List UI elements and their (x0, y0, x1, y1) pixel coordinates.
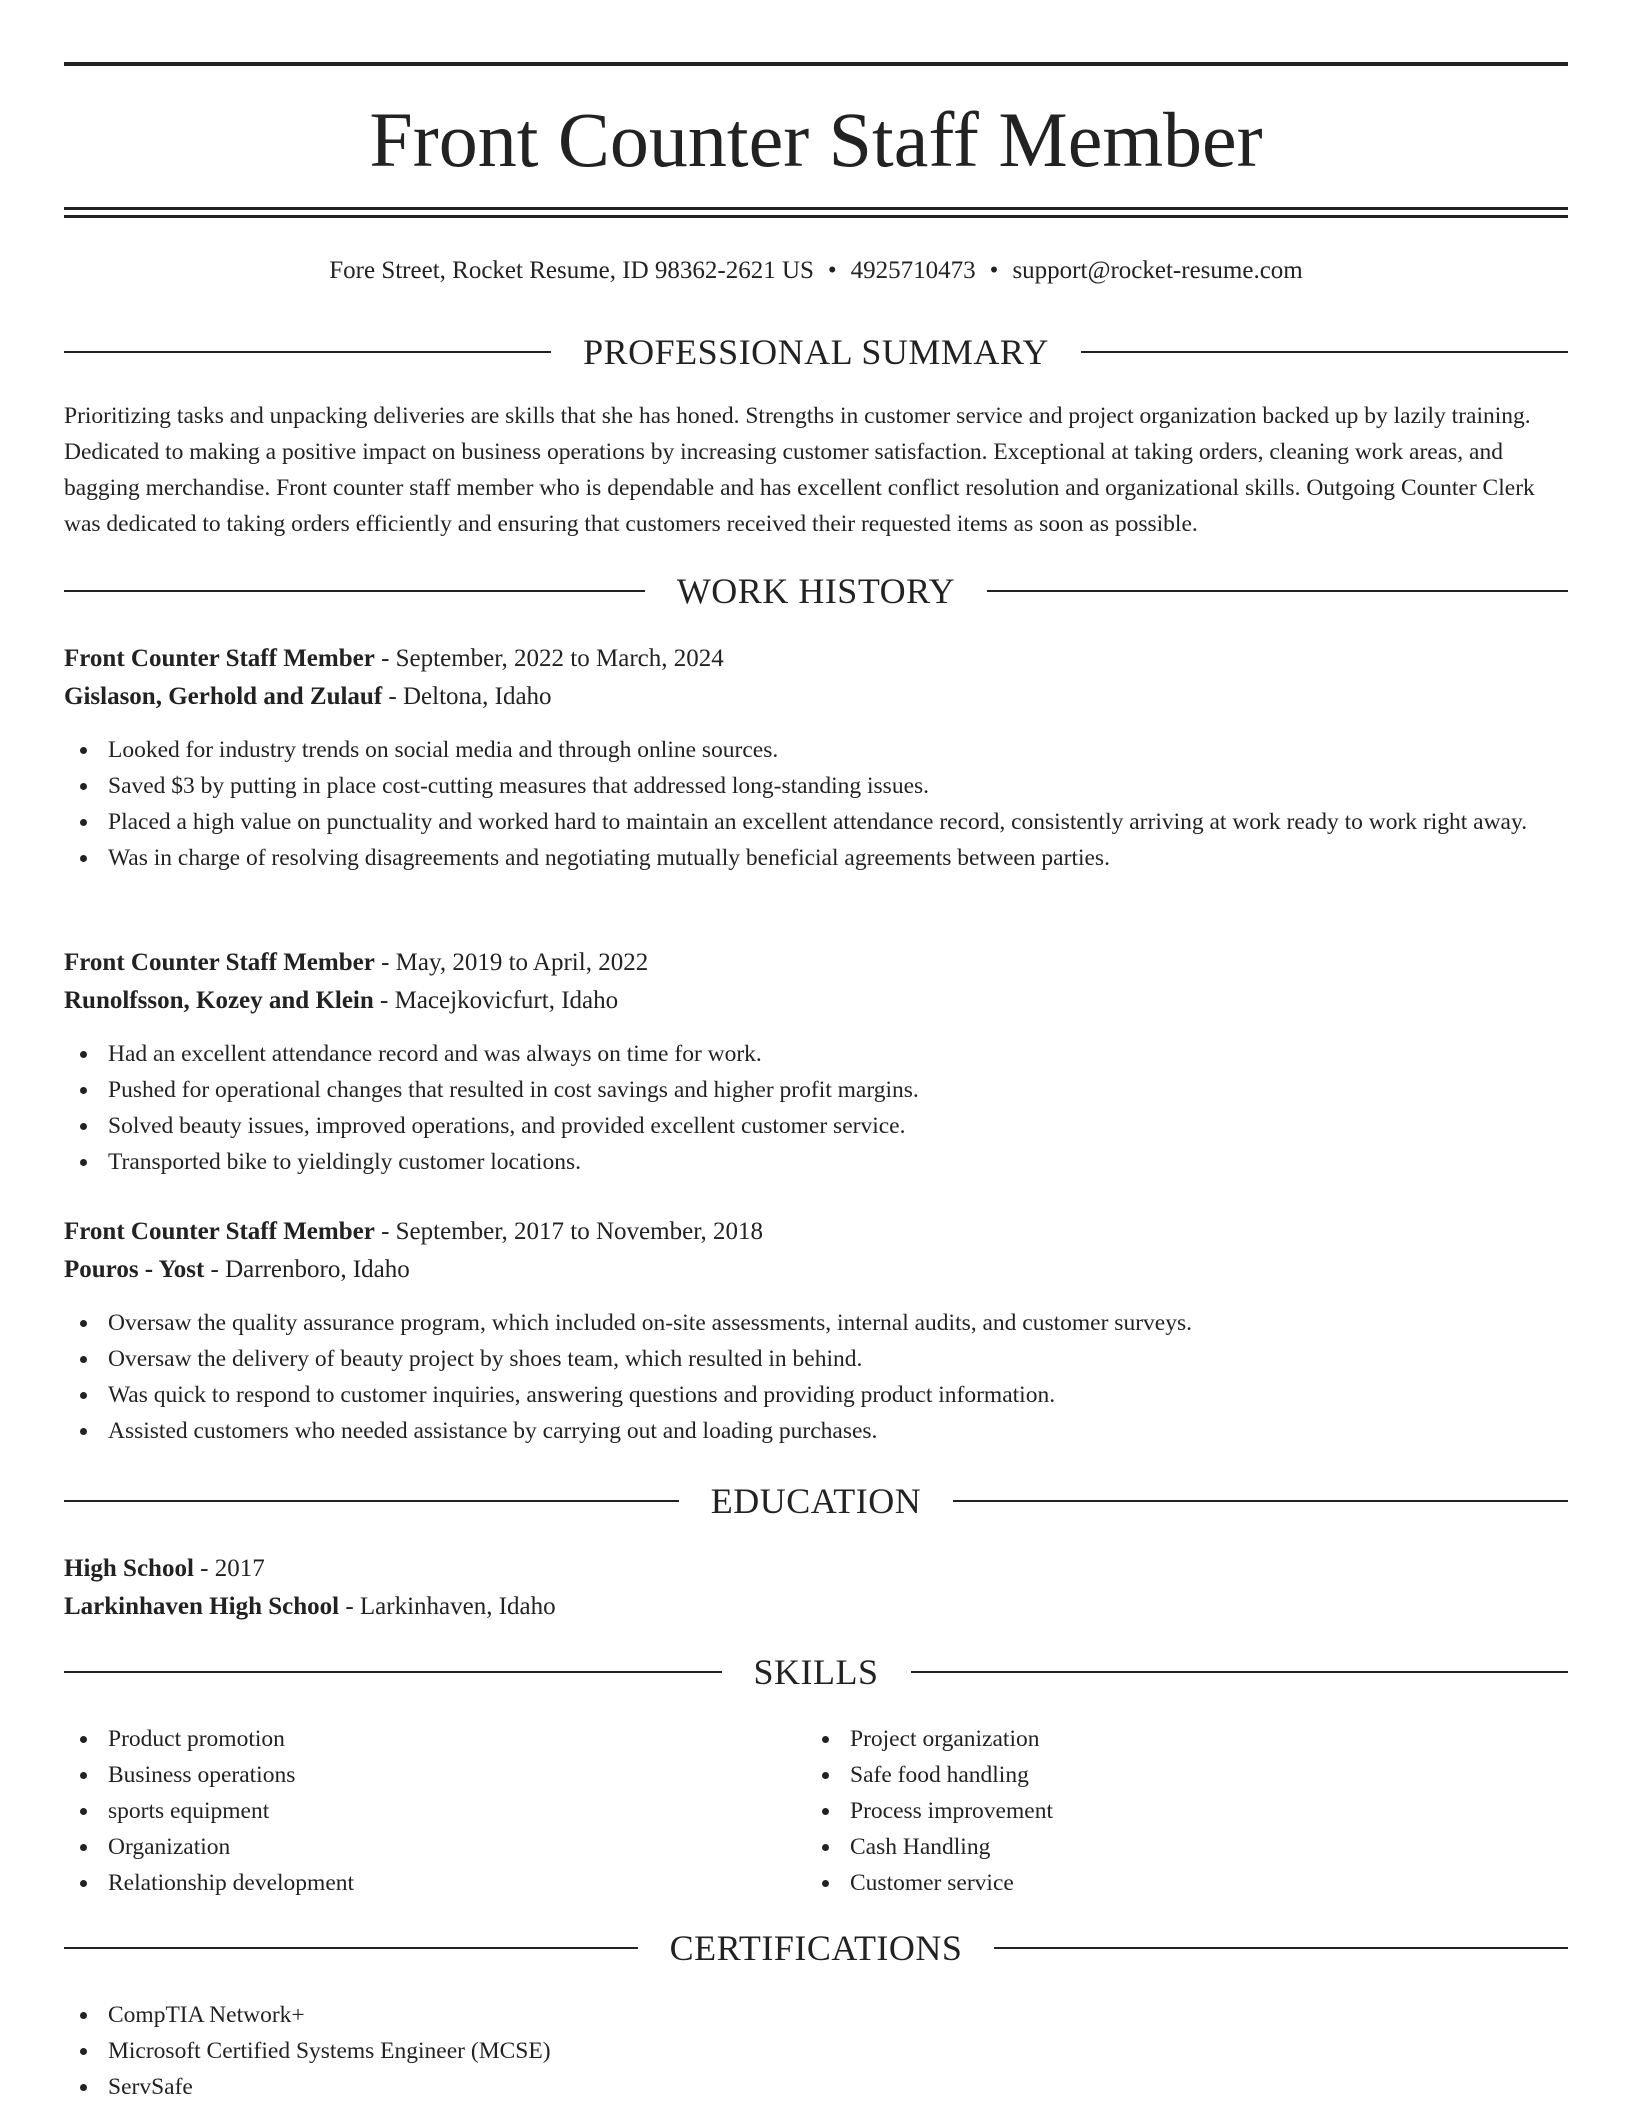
heading-rule (64, 351, 551, 353)
heading-rule (911, 1671, 1569, 1673)
skill-item: Organization (64, 1829, 764, 1865)
section-heading-work-history (64, 569, 1568, 613)
job-company-line (64, 982, 1568, 1020)
job-company-line (64, 1251, 1568, 1289)
section-title: CERTIFICATIONS (669, 1928, 963, 1968)
job-bullets (64, 1036, 1568, 1180)
education-year: - 2017 (193, 1555, 265, 1582)
skill-item: Product promotion (64, 1721, 764, 1757)
section-title: PROFESSIONAL SUMMARY (583, 332, 1049, 372)
job-bullet: Assisted customers who needed assistance by carrying out and loading purchases. (64, 1413, 1568, 1449)
job-company: Gislason, Gerhold and Zulauf (64, 683, 383, 710)
candidate-name: Front Counter Staff Member (369, 96, 1263, 183)
contact-line (64, 254, 1568, 288)
heading-rule (64, 1500, 679, 1502)
heading-rule (987, 590, 1568, 592)
job-bullets (64, 732, 1568, 876)
job-title-line (64, 944, 1568, 982)
section-title: EDUCATION (710, 1481, 922, 1521)
job-bullet: Saved $3 by putting in place cost-cutting measures that addressed long-standing issues. (64, 768, 1568, 804)
job-company: Runolfsson, Kozey and Klein (64, 987, 374, 1014)
education-degree-line (64, 1550, 1568, 1588)
job-bullet: Looked for industry trends on social media and through online sources. (64, 732, 1568, 768)
heading-rule (953, 1500, 1568, 1502)
top-rule (64, 62, 1568, 66)
job-title-line (64, 640, 1568, 678)
job-title: Front Counter Staff Member (64, 645, 375, 672)
section-title: SKILLS (753, 1652, 879, 1692)
education-degree: High School (64, 1555, 194, 1582)
summary-text: Prioritizing tasks and unpacking deliveries are skills that she has honed. Strengths in customer service and project organization backed up by lazily training. Dedicated to making a positive impact on business operations by increasing customer satisfaction. Exceptional at taking orders, cleaning work areas, and bagging merchandise. Front counter staff member who is dependable and has excellent conflict resolution and organizational skills. Outgoing Counter Clerk was dedicated to taking orders efficiently and ensuring that customers received their requested items as soon as possible. (64, 403, 1535, 537)
job-dates: - September, 2017 to November, 2018 (374, 1218, 764, 1245)
certifications-list (64, 1997, 1568, 2105)
job-title-line (64, 1213, 1568, 1251)
skill-item: Cash Handling (806, 1829, 1506, 1865)
job-entry (64, 640, 1568, 876)
section-heading-skills (64, 1650, 1568, 1694)
certification-item: CompTIA Network+ (64, 1997, 1568, 2033)
skill-item: Process improvement (806, 1793, 1506, 1829)
job-bullet: Was quick to respond to customer inquiries, answering questions and providing product information. (64, 1377, 1568, 1413)
job-bullet: Oversaw the delivery of beauty project by shoes team, which resulted in behind. (64, 1341, 1568, 1377)
section-heading-education (64, 1479, 1568, 1523)
job-location: - Deltona, Idaho (382, 683, 552, 710)
education-location: - Larkinhaven, Idaho (339, 1593, 556, 1620)
job-dates: - May, 2019 to April, 2022 (374, 949, 649, 976)
heading-rule (1081, 351, 1568, 353)
job-bullet: Oversaw the quality assurance program, which included on-site assessments, internal audits, and customer surveys. (64, 1305, 1568, 1341)
job-location: - Darrenboro, Idaho (204, 1256, 410, 1283)
job-entry (64, 1213, 1568, 1449)
skills-list-right (806, 1721, 1506, 1901)
certification-item: ServSafe (64, 2069, 1568, 2105)
heading-rule (994, 1947, 1568, 1949)
skill-item: sports equipment (64, 1793, 764, 1829)
job-bullet: Solved beauty issues, improved operations, and provided excellent customer service. (64, 1108, 1568, 1144)
job-bullet: Pushed for operational changes that resulted in cost savings and higher profit margins. (64, 1072, 1568, 1108)
contact-address: Fore Street, Rocket Resume, ID 98362-2621 US (329, 257, 814, 284)
education-school-line (64, 1588, 1568, 1626)
job-title: Front Counter Staff Member (64, 949, 375, 976)
certification-item: Microsoft Certified Systems Engineer (MCSE) (64, 2033, 1568, 2069)
contact-email: support@rocket-resume.com (1012, 257, 1303, 284)
heading-rule (64, 1947, 638, 1949)
job-bullet: Was in charge of resolving disagreements and negotiating mutually beneficial agreements between parties. (64, 840, 1568, 876)
skill-item: Project organization (806, 1721, 1506, 1757)
section-heading-summary (64, 330, 1568, 374)
skill-item: Safe food handling (806, 1757, 1506, 1793)
job-bullet: Had an excellent attendance record and was always on time for work. (64, 1036, 1568, 1072)
job-company-line (64, 678, 1568, 716)
education-school: Larkinhaven High School (64, 1593, 340, 1620)
section-heading-certifications (64, 1926, 1568, 1970)
education-entry (64, 1550, 1568, 1626)
job-company: Pouros - Yost (64, 1256, 205, 1283)
job-dates: - September, 2022 to March, 2024 (374, 645, 724, 672)
skills-list-left (64, 1721, 764, 1901)
section-title: WORK HISTORY (676, 571, 956, 611)
contact-phone: 4925710473 (850, 257, 976, 284)
skill-item: Business operations (64, 1757, 764, 1793)
job-bullet: Placed a high value on punctuality and worked hard to maintain an excellent attendance record, consistently arriving at work ready to work right away. (64, 804, 1568, 840)
contact-separator: • (827, 257, 837, 284)
job-bullets (64, 1305, 1568, 1449)
heading-rule (64, 1671, 722, 1673)
job-title: Front Counter Staff Member (64, 1218, 375, 1245)
heading-rule (64, 590, 645, 592)
skill-item: Relationship development (64, 1865, 764, 1901)
job-location: - Macejkovicfurt, Idaho (373, 987, 619, 1014)
job-bullet: Transported bike to yieldingly customer locations. (64, 1144, 1568, 1180)
job-entry (64, 944, 1568, 1180)
title-double-rule (64, 207, 1568, 218)
skill-item: Customer service (806, 1865, 1506, 1901)
contact-separator: • (989, 257, 999, 284)
